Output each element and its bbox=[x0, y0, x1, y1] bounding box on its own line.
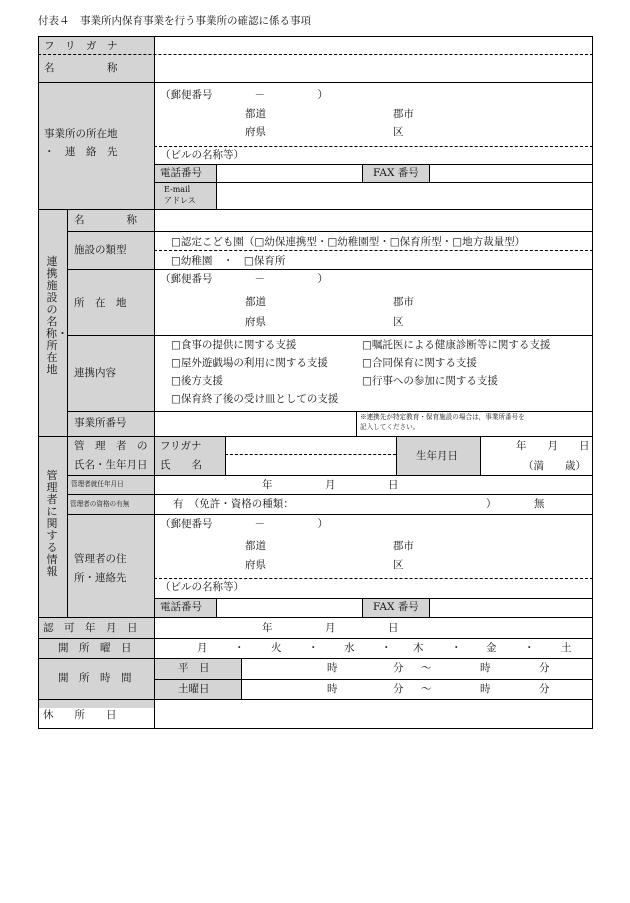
day-wed[interactable]: 水 bbox=[344, 642, 355, 654]
row-line bbox=[67, 231, 593, 232]
form-title: 付表４ 事業所内保育事業を行う事業所の確認に係る事項 bbox=[38, 15, 311, 27]
birth-label: 生年月日 bbox=[416, 450, 458, 462]
col-line bbox=[216, 598, 217, 617]
fax-input[interactable] bbox=[431, 166, 591, 180]
col-line bbox=[241, 658, 242, 699]
col-line bbox=[429, 598, 430, 617]
day-sep: ・ bbox=[451, 642, 462, 654]
time-minute[interactable]: 分 bbox=[393, 683, 404, 695]
office-contact-label: ・ 連 絡 先 bbox=[44, 146, 118, 158]
qualification-label: 管理者の資格の有無 bbox=[70, 500, 130, 508]
col-line bbox=[362, 598, 363, 617]
email-label: アドレス bbox=[164, 196, 196, 205]
age[interactable]: （満 歳） bbox=[523, 460, 586, 472]
row-line bbox=[38, 436, 593, 437]
manager-shimei-label: 氏 名 bbox=[160, 459, 202, 471]
facility-type-options-2[interactable]: □幼稚園 ・ □保育所 bbox=[171, 255, 286, 267]
row-line bbox=[38, 658, 593, 659]
manager-name-label: 氏名・生年月日 bbox=[74, 459, 148, 471]
dash-line bbox=[154, 578, 593, 579]
manager-name-label: 管 理 者 の bbox=[74, 440, 148, 452]
office-address-label: 事業所の所在地 bbox=[44, 128, 118, 140]
manager-fax-input[interactable] bbox=[431, 600, 591, 615]
row-line bbox=[67, 269, 593, 270]
office-number-note: ※連携先が特定教育・保育施設の場合は，事業所番号を bbox=[360, 413, 525, 421]
row-line bbox=[67, 411, 593, 412]
gunshi-label: 郡市 bbox=[393, 296, 414, 308]
manager-phone-label: 電話番号 bbox=[160, 601, 202, 613]
dash-line bbox=[154, 146, 593, 147]
closed-days-label: 休 所 日 bbox=[43, 709, 117, 721]
qualification-yes[interactable]: 有 （免許・資格の種類： bbox=[173, 498, 294, 510]
manager-side-label: 管理者に関する情報 bbox=[46, 469, 58, 578]
row-line bbox=[154, 182, 593, 183]
day-sep: ・ bbox=[524, 642, 535, 654]
email-input[interactable] bbox=[218, 184, 590, 207]
appointed-date[interactable]: 年 月 日 bbox=[262, 479, 399, 491]
coop-label: 連携内容 bbox=[74, 367, 116, 379]
col-line bbox=[362, 164, 363, 182]
col-line bbox=[396, 436, 397, 475]
day-mon[interactable]: 月 bbox=[197, 642, 208, 654]
todo-label: 都道 bbox=[245, 540, 266, 552]
row-line bbox=[154, 598, 593, 599]
time-hour[interactable]: 時 bbox=[327, 683, 338, 695]
manager-name-input[interactable] bbox=[227, 456, 394, 473]
phone-label: 電話番号 bbox=[160, 167, 202, 179]
time-hour[interactable]: 時 bbox=[327, 662, 338, 674]
row-line bbox=[67, 335, 593, 336]
coop-option[interactable]: □食事の提供に関する支援 bbox=[171, 339, 297, 351]
facility-side-label: 連携施設の名称・所在地 bbox=[46, 255, 68, 376]
fuken-label: 府県 bbox=[245, 126, 266, 138]
weekday-hours-label: 平 日 bbox=[178, 662, 210, 674]
time-minute[interactable]: 分 bbox=[393, 662, 404, 674]
name-label: 名 称 bbox=[44, 62, 118, 74]
coop-option[interactable]: □後方支援 bbox=[171, 375, 223, 387]
office-number-label: 事業所番号 bbox=[74, 417, 127, 429]
fuken-label: 府県 bbox=[245, 559, 266, 571]
dash-line bbox=[38, 54, 593, 55]
hours-label: 開 所 時 間 bbox=[58, 672, 132, 684]
row-line bbox=[38, 699, 593, 700]
facility-name-label: 名 称 bbox=[74, 214, 137, 226]
approval-date[interactable]: 年 月 日 bbox=[262, 622, 399, 634]
day-sat[interactable]: 土 bbox=[561, 642, 572, 654]
col-line bbox=[216, 164, 217, 209]
coop-option[interactable]: □合同保育に関する支援 bbox=[362, 357, 477, 369]
row-line bbox=[38, 209, 593, 210]
qualification-close: ） bbox=[486, 498, 497, 510]
manager-postal[interactable]: （郵便番号 － ） bbox=[160, 518, 328, 530]
coop-option[interactable]: □行事への参加に関する支援 bbox=[362, 375, 498, 387]
manager-fax-label: FAX 番号 bbox=[373, 601, 419, 613]
day-sep: ・ bbox=[381, 642, 392, 654]
row-line bbox=[38, 617, 593, 618]
col-line bbox=[356, 411, 357, 436]
row-line bbox=[67, 475, 593, 476]
col-line bbox=[225, 436, 226, 475]
day-thu[interactable]: 木 bbox=[413, 642, 424, 654]
building-name[interactable]: （ビルの名称等） bbox=[160, 149, 244, 161]
manager-furigana-label: フリガナ bbox=[160, 440, 202, 452]
postal-code[interactable]: （郵便番号 － ） bbox=[160, 89, 328, 101]
facility-name-input[interactable] bbox=[156, 211, 590, 229]
col-line bbox=[429, 164, 430, 182]
name-input[interactable] bbox=[156, 57, 590, 80]
weekday-label: 開 所 曜 日 bbox=[58, 642, 132, 654]
time-hour[interactable]: 時 bbox=[480, 683, 491, 695]
saturday-hours-label: 土曜日 bbox=[178, 683, 210, 695]
ku-label: 区 bbox=[393, 126, 404, 138]
day-tue[interactable]: 火 bbox=[271, 642, 282, 654]
office-number-input[interactable] bbox=[156, 413, 354, 434]
coop-option[interactable]: □保育終了後の受け皿としての支援 bbox=[171, 393, 339, 405]
qualification-no[interactable]: 無 bbox=[534, 498, 545, 510]
time-tilde: ～ bbox=[421, 683, 432, 695]
manager-address-label: 所・連絡先 bbox=[74, 572, 127, 584]
row-line bbox=[154, 679, 593, 680]
gunshi-label: 郡市 bbox=[393, 108, 414, 120]
row-line bbox=[67, 494, 593, 495]
todo-label: 都道 bbox=[245, 296, 266, 308]
time-tilde: ～ bbox=[421, 662, 432, 674]
col-line bbox=[67, 209, 68, 617]
facility-location-label: 所 在 地 bbox=[74, 297, 127, 309]
row-line bbox=[38, 82, 593, 83]
office-number-note: 記入してください。 bbox=[360, 423, 420, 431]
time-minute[interactable]: 分 bbox=[539, 683, 550, 695]
email-label: E-mail bbox=[164, 185, 191, 194]
manager-address-label: 管理者の住 bbox=[74, 553, 127, 565]
row-line bbox=[67, 514, 593, 515]
ku-label: 区 bbox=[393, 559, 404, 571]
dash-line bbox=[154, 250, 593, 251]
row-line bbox=[38, 638, 593, 639]
day-sep: ・ bbox=[234, 642, 245, 654]
time-hour[interactable]: 時 bbox=[480, 662, 491, 674]
day-sep: ・ bbox=[308, 642, 319, 654]
manager-furigana-input[interactable] bbox=[227, 438, 394, 452]
facility-type-options-1[interactable]: □認定こども園（□幼保連携型・□幼稚園型・□保育所型・□地方裁量型） bbox=[171, 236, 526, 248]
furigana-input[interactable] bbox=[156, 38, 590, 52]
coop-option[interactable]: □嘱託医による健康診断等に関する支援 bbox=[362, 339, 551, 351]
birth-date[interactable]: 年 月 日 bbox=[516, 440, 590, 452]
dash-line bbox=[225, 454, 396, 455]
row-line bbox=[154, 164, 593, 165]
manager-building[interactable]: （ビルの名称等） bbox=[160, 581, 244, 593]
col-line bbox=[480, 436, 481, 475]
col-line bbox=[154, 36, 155, 729]
furigana-label: フ リ ガ ナ bbox=[44, 40, 118, 52]
closed-days-input[interactable] bbox=[156, 701, 590, 727]
todo-label: 都道 bbox=[245, 108, 266, 120]
time-minute[interactable]: 分 bbox=[539, 662, 550, 674]
day-fri[interactable]: 金 bbox=[486, 642, 497, 654]
phone-input[interactable] bbox=[218, 166, 360, 180]
facility-postal[interactable]: （郵便番号 － ） bbox=[160, 273, 328, 285]
fax-label: FAX 番号 bbox=[373, 167, 419, 179]
appointed-label: 管理者就任年月日 bbox=[71, 480, 124, 488]
fuken-label: 府県 bbox=[245, 316, 266, 328]
manager-phone-input[interactable] bbox=[218, 600, 360, 615]
facility-type-label: 施設の類型 bbox=[74, 244, 127, 256]
ku-label: 区 bbox=[393, 316, 404, 328]
approval-label: 認 可 年 月 日 bbox=[43, 622, 138, 634]
gunshi-label: 郡市 bbox=[393, 540, 414, 552]
coop-option[interactable]: □屋外遊戯場の利用に関する支援 bbox=[171, 357, 328, 369]
